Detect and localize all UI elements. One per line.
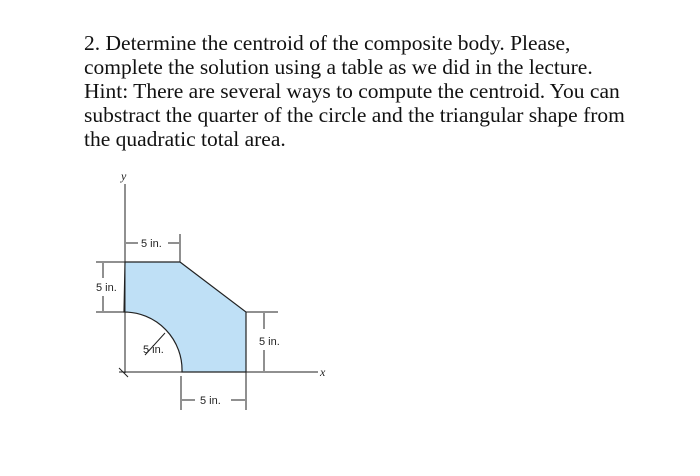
problem-line: substract the quarter of the circle and the triangular shape from [84, 103, 625, 127]
problem-line: Hint: There are several ways to compute the centroid. You can [84, 79, 620, 103]
dim-left-label: 5 in. [96, 282, 117, 294]
dim-right-label: 5 in. [259, 336, 280, 348]
x-axis-label: x [320, 365, 326, 379]
y-axis-label: y [121, 169, 127, 183]
dim-bottom-label: 5 in. [200, 395, 221, 407]
problem-line: complete the solution using a table as we did in the lecture. [84, 55, 593, 79]
problem-line: the quadratic total area. [84, 127, 286, 151]
dim-top-label: 5 in. [141, 238, 162, 250]
dim-radius-label: 5 in. [143, 344, 164, 356]
problem-line: 2. Determine the centroid of the composite body. Please, [84, 31, 571, 55]
